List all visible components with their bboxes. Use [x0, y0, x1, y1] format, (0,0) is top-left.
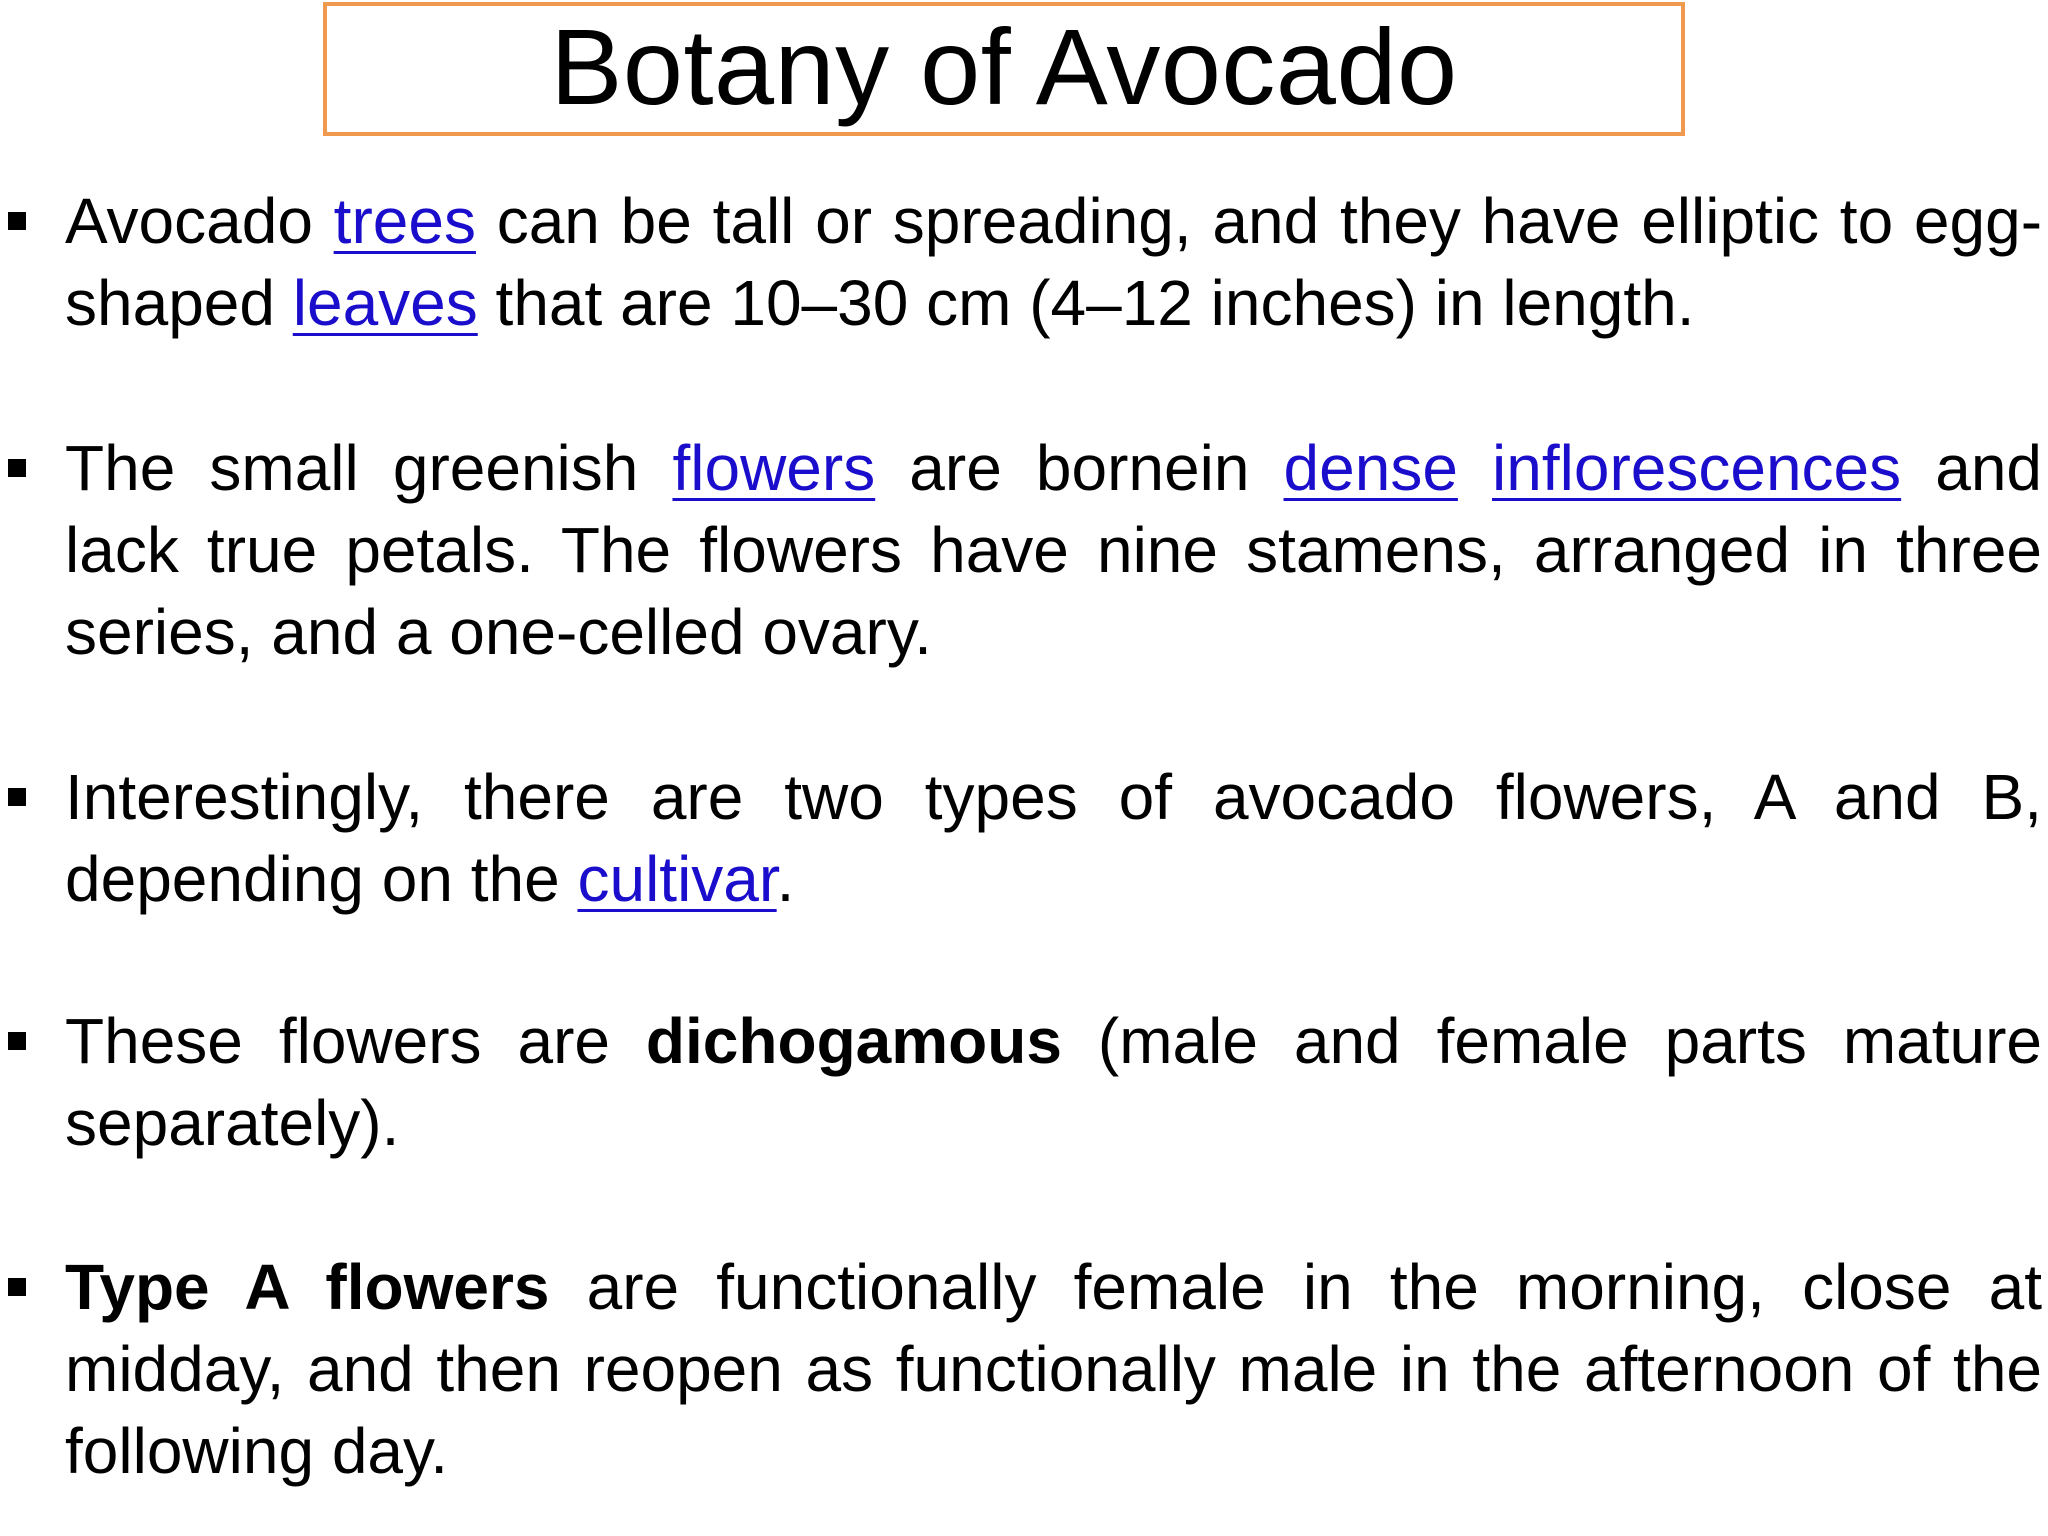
bullet-square-icon	[8, 788, 26, 806]
hyperlink-dense[interactable]: dense	[1283, 432, 1458, 504]
text-run: and lack true petals. The flowers have nine stamens, arranged in three series, and a one-celled ovary.	[65, 432, 2043, 668]
bullet-text	[65, 1246, 2042, 1492]
slide-title: Botany of Avocado	[550, 6, 1458, 127]
bullet-text	[65, 427, 2042, 673]
text-run: are bornein	[875, 432, 1284, 504]
hyperlink-flowers[interactable]: flowers	[672, 432, 876, 504]
bullet-square-icon	[8, 212, 26, 230]
bullet-square-icon	[8, 459, 26, 477]
bullet-text	[65, 180, 2042, 344]
text-run: (male and female parts mature separately).	[65, 1005, 2042, 1159]
text-run: can be tall or spreading, and they have elliptic to egg-shaped	[65, 185, 2042, 339]
text-run: These flowers are	[65, 1005, 646, 1077]
bold-term: Type A flowers	[65, 1251, 550, 1323]
text-run: that are 10–30 cm (4–12 inches) in length.	[477, 267, 1695, 339]
bullet-square-icon	[8, 1032, 26, 1050]
hyperlink-inflorescences[interactable]: inflorescences	[1492, 432, 1902, 504]
text-run: .	[776, 843, 795, 915]
text-run: The small greenish	[65, 432, 673, 504]
hyperlink-trees[interactable]: trees	[333, 185, 476, 257]
text-run: are functionally female in the morning, close at midday, and then reopen as functionally male in the afternoon of the following day.	[65, 1251, 2043, 1487]
text-run: Avocado	[65, 185, 334, 257]
bullet-text	[65, 1000, 2042, 1164]
text-run: Interestingly, there are two types of avocado flowers, A and B, depending on the	[65, 761, 2042, 915]
bullet-square-icon	[8, 1278, 26, 1296]
text-run	[1458, 432, 1492, 504]
bullet-text	[65, 756, 2042, 920]
hyperlink-cultivar[interactable]: cultivar	[577, 843, 777, 915]
hyperlink-leaves[interactable]: leaves	[292, 267, 478, 339]
bold-term: dichogamous	[645, 1005, 1062, 1077]
